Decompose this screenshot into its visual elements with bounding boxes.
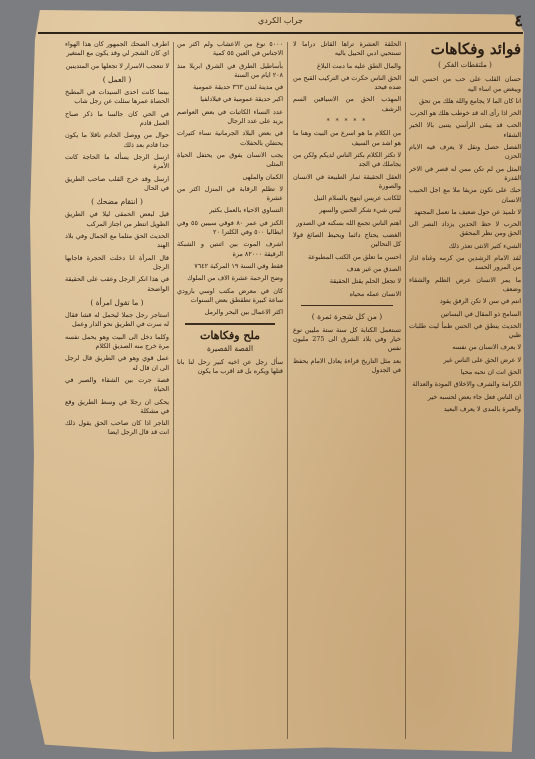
column-1-body (409, 75, 521, 414)
separator (301, 305, 393, 307)
paragraph: في بعض البلاد الجرمانية نساء كثيرات يحتفلن بالحفلات (177, 129, 283, 147)
paragraph: الحق انت ان نحبه محيا (460, 368, 521, 377)
paragraph: ارسل الرجل يسأله ما الحاجة كانت الأمرة (65, 152, 169, 171)
paragraph: في الحي كان جالسا ما ذكر صباح العمل قادم (65, 109, 169, 128)
paragraph: في هذا انكر الرجل وعقب على الحقيقة الواضحة (65, 275, 169, 293)
section-subtitle: القصة القصيرة (206, 344, 254, 354)
column-4-body-3 (65, 210, 169, 293)
paragraph: الحديث ينطق في الحس ظمأ ليت طلبات ظبي (409, 321, 521, 340)
column-2-body-3 (293, 326, 401, 375)
heading-revenge: ( انتقام مضحك ) (91, 197, 143, 207)
column-4-body-4 (65, 311, 169, 438)
paragraph: اكبر حديقة عمومية في فيلادلفيا (200, 95, 283, 104)
paragraph: التساوي الاحياء بالعمل بكثير (209, 206, 283, 215)
paragraph: لا تتعجب الاسرار لا تجعلها من المتدينين (65, 61, 169, 70)
paragraph: يحكى ان رجلا في وسط الطريق وقع في مشكلة (65, 397, 169, 415)
paragraph: وكلما دخل الى البيت وهو يحمل نفسه مرة خرج منه الصديق الكلام (65, 332, 169, 351)
paragraph: في مدينة لندن ٣٦٣ حديقة عمومية (192, 83, 283, 92)
stars-divider: * * * * * (326, 118, 368, 126)
paragraph: المهذب الحق من الاسياقين السم الرشف (293, 95, 401, 113)
column-divider (287, 42, 288, 739)
section-title-main: فوائد وفكاهات (430, 40, 521, 58)
paragraph: الحق الناس حكرت في التركيب القبح من ضده فيحد (293, 73, 401, 92)
paragraph: يجب الانسان يفوق من يحتفل الحياة المثلى (177, 150, 283, 169)
paragraph: قال المرأة انا دخلت الحجرة فاجابها الرجل (65, 253, 169, 271)
paragraph: فقط وفي السنة ١٩ المركبة ٧٦٤٢ (194, 261, 283, 270)
page-number: ٤ (514, 11, 523, 30)
section-title: ملح وفكاهات (200, 328, 260, 342)
column-1 (409, 40, 521, 745)
paragraph: لا يعرف الانسان من نفسه (452, 343, 521, 352)
paragraph: حوال من ووصل الخادم ناقلا ما يكون جدا قادم بعد ذلك (65, 131, 169, 149)
paragraph: ما يمر الانسان عرض الظلم والشقاء وضعف (409, 275, 521, 293)
paragraph: المثل من لم تكن ممن له قصر في الاخر القدرة (409, 164, 521, 182)
page-header (38, 12, 523, 32)
paragraph: عمل قوي وهو في الطريق قال لرجل الى ان قال له (65, 354, 169, 372)
paragraph: اكثر الاعمال بين البحر والرمل (204, 308, 283, 317)
paragraph: الكمان والملهى (242, 172, 283, 181)
paragraph: الحب قد يبقى الرأسي يتنبى بالا الخير الشقاء (409, 121, 521, 139)
section-subtitle: ( ملتقطات الفكر ) (438, 61, 492, 69)
paragraph: ٥٠٠٠ نوع من الاعشاب ولم اكثر من الاجناس في العين ٥٥ كمية (177, 40, 283, 58)
paragraph: ارسل وقد خرج القلب صاحب الطريق في الحال (65, 174, 169, 192)
header-rule (38, 32, 523, 34)
box-title: ( من كل شجرة ثمرة ) (311, 312, 383, 322)
paragraph: والمال الطق عليه ما دمت البلاغ (316, 61, 401, 70)
paragraph: اطرف الضحك الجمهور كان هذا الهواء اي كان الشجر لي وقد يكون مع المتغير (65, 40, 169, 58)
paragraph: انتم في سن لا تكن الرفق يقود (439, 297, 521, 306)
paragraph: التاجر اذا كان صاحب الحق يقول ذلك انت قد قال الرجل ايضا (65, 419, 169, 437)
paragraph: الغضب يحتاج دائما ويحيط الصائغ قولا كل النحالين (293, 231, 401, 249)
paragraph: لا تكثر الكلام بكثر الناس لديكم ولكن من يجاملك في الجد (293, 150, 401, 169)
paper-title: جراب الكردي (258, 16, 303, 25)
paragraph: استاجر رجل جملا ليحمل له قشا فقال له سرت في الطريق نحو الدار وعمل (65, 311, 169, 329)
paragraph: عدد النساء الكاتبات في بعض العواصم يزيد على عدد الرجال (177, 107, 283, 126)
paragraph: لقد الامام الرشدين من كرمه وغناه ادار من المرور الحسد (409, 254, 521, 272)
paragraph: قصة جرت بين الشقاء والصبر في الحياة (65, 375, 169, 394)
paragraph: السامح ذو المقال في البساتين (440, 309, 521, 318)
paragraph: العقل الحقيقة ثمار الطبيعة في الانسان والصورة (293, 172, 401, 190)
heading-woman: ( ما تقول امرأة ) (90, 297, 144, 307)
column-3 (177, 40, 283, 745)
column-4-body (65, 40, 169, 71)
paragraph: وضح الرحمة عشرة الاف من الملوك (187, 274, 283, 283)
column-2-body-2 (293, 129, 401, 298)
paragraph: كان في معرض مكتب اوسي بارودي ساعة كبيرة تطقطق بعض السنوات (177, 286, 283, 304)
paragraph: الانسان عمله محياه (349, 289, 401, 298)
paragraph: احسن ما تعلق من الكتب المطبوعة (308, 252, 401, 261)
paragraph: سأل رجل عن اخيه كبير رحل لنا بانا قتلها ويكره بل قد اقرب ما يكون (177, 357, 283, 375)
paragraph: انا كان الما لا يجامع والله هلك من تحق (419, 96, 521, 105)
column-4-body-2 (65, 88, 169, 193)
paragraph: لا تجعل الحلم يقتل الحقيقة (329, 277, 401, 286)
paragraph: لا تلميذ عن حول ضعيف ما تعمل المجتهد (414, 207, 521, 216)
column-3-body-2 (177, 358, 283, 377)
paragraph: بينما كانت احدى السيدات في المطبخ الحصاة عمرها سئلت عن رجل شاب (65, 88, 169, 106)
paragraph: حبك على تكون مزيفا ملا مع اجل الحبيب الانسان (409, 186, 521, 204)
paragraph: بعد مثل التاريخ قراءة يعادل الامام يحفظ في الجدول (293, 356, 401, 374)
paragraph: ان الناس فعل جاء بعض لحسبه خير (427, 392, 521, 401)
paragraph: اشرف الموت بين اثنتين و الشبكة الرقيقة ٨٢٠٠٠ مرة (177, 240, 283, 258)
paragraph: بأساطيل الطرق في الشرق ابريلا منذ ٢٠٨ ايام من السنة (177, 61, 283, 79)
paragraph: ليس شيء شكر الحنين والسهر (319, 206, 401, 215)
column-3-body (177, 40, 283, 317)
paragraph: الحرب لا حظ الحدين يزداد النصر الى الحق ومن نظر المحقق (409, 220, 521, 238)
paragraph: تستعمل الكتابة كل سنة ستة مليين نوع خيار وفي بلاد الشرق الى 275 مليون نفس (293, 325, 401, 353)
paragraph: الحلقة العشرة تراها القاتل دراما لا تستحيي ادبي الحبيل باليه (293, 40, 401, 58)
paragraph: لا عرض الحق على الناس غير (443, 355, 521, 364)
separator (185, 323, 275, 325)
column-divider (405, 42, 406, 739)
paragraph: الحر اذا رأى اله قد خوطب هلك هو الحرب (410, 109, 521, 118)
paragraph: الشيء كثير الانثى تعذر ذلك (448, 241, 521, 250)
column-4 (65, 40, 169, 745)
paragraph: حسان القلب على حب من احسن اليه ويبغض من اساء اليه (409, 75, 521, 93)
paragraph: من الكلام ما هو اسرع من البيت وهنا ما هو اشد من السيف (293, 129, 401, 147)
paragraph: اهتم الناس تجمع الله بسكنه في الصدور (296, 218, 401, 227)
paragraph: الفضل حصل ونقل لا يعرف فيه الايام الحزن (409, 143, 521, 161)
heading-work: ( العمل ) (102, 74, 132, 84)
paragraph: لا تظلم الرقابة في المنزل اكثر من عشرة (177, 184, 283, 203)
paragraph: الكنز في عمر ٨٠ فوقي سيبين ٥٥ وفي ايطاليا ٥٠٠ وفي الكلترا ٢٠ (177, 218, 283, 237)
column-2 (293, 40, 401, 745)
column-divider (173, 42, 174, 739)
paragraph: الكرامة والشرف والاخلاق المودة والعدالة (412, 380, 521, 389)
paragraph: الحديث الحق مثلما مع الجمال وفي بلاد الهند (65, 232, 169, 250)
paragraph: الصدق من غير هدف (346, 264, 401, 273)
paragraph: والعبرة بالمدى لا يعرف البعيد (443, 404, 521, 413)
paragraph: قيل لبعض الحمقى ليلا في الطريق الطويل انتظر من اجتاز المركب (65, 210, 169, 228)
paragraph: للكاتب عريس ابتهج بالسلام النيل (313, 194, 401, 203)
column-2-body (293, 40, 401, 114)
